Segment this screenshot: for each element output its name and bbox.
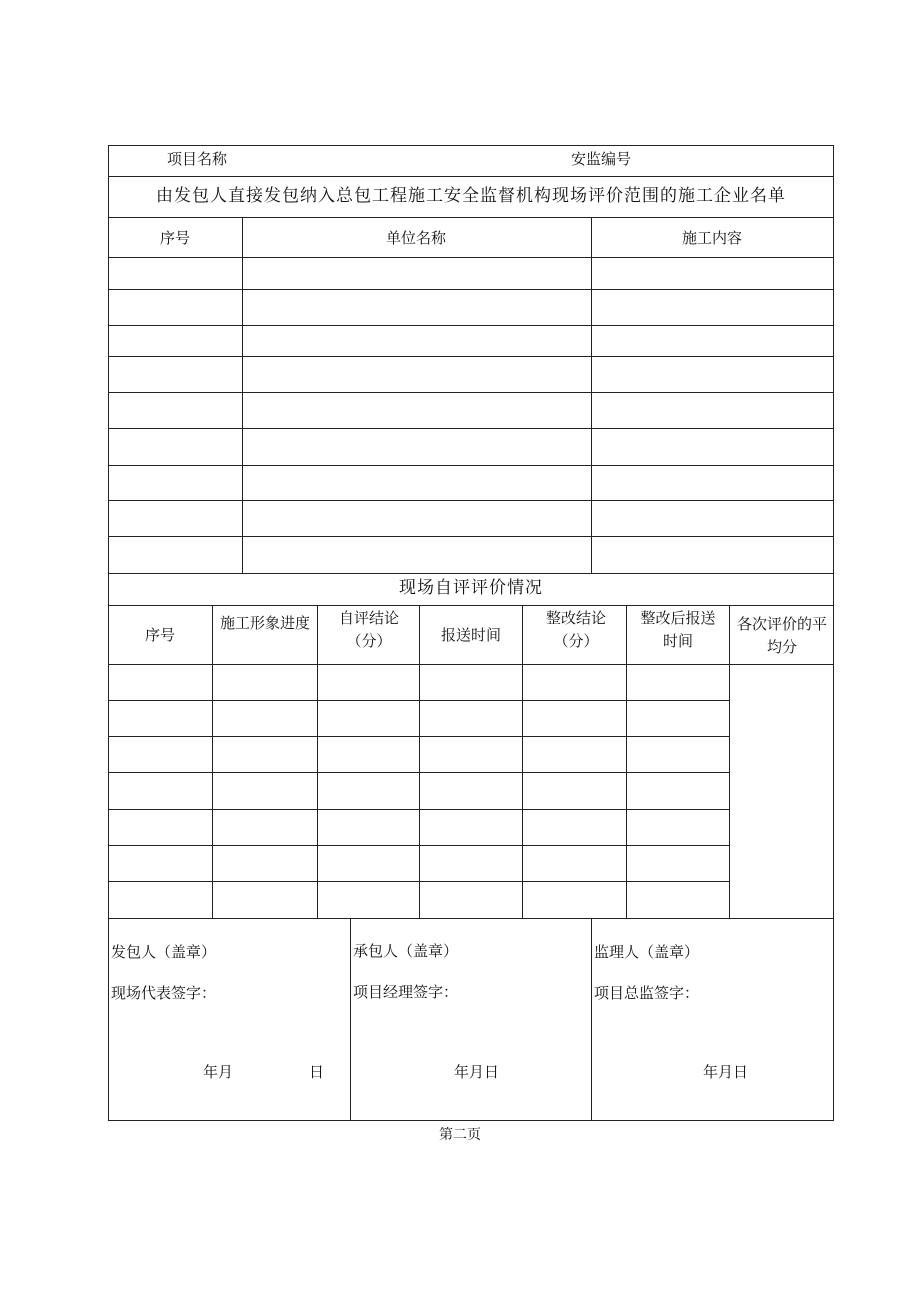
row-divider — [109, 392, 833, 393]
employer-date-day: 日 — [309, 1063, 325, 1081]
supervision-number-label: 安监编号 — [571, 150, 632, 168]
section2-title: 现场自评评价情况 — [399, 578, 543, 598]
col-divider — [419, 605, 420, 918]
employer-date-year-month: 年月 — [203, 1063, 234, 1081]
col-divider — [729, 605, 730, 918]
col-header-average-score: 各次评价的平均分 — [736, 615, 827, 656]
contractor-seal-label: 承包人（盖章） — [353, 942, 459, 960]
col-divider — [242, 217, 243, 573]
col-header-seq: 序号 — [159, 229, 191, 247]
col-divider — [350, 918, 351, 1120]
row-divider — [109, 605, 833, 606]
col-divider — [317, 605, 318, 918]
row-divider — [109, 217, 833, 218]
row-divider — [109, 918, 833, 919]
supervisor-date: 年月日 — [703, 1063, 749, 1081]
col-header-report-time: 报送时间 — [440, 626, 502, 644]
row-divider — [109, 536, 833, 537]
row-divider — [109, 176, 833, 177]
row-divider — [109, 465, 833, 466]
section1-title: 由发包人直接发包纳入总包工程施工安全监督机构现场评价范围的施工企业名单 — [156, 186, 786, 206]
row-divider — [109, 428, 833, 429]
col-header-progress: 施工形象进度 — [219, 614, 311, 632]
row-divider — [109, 573, 833, 574]
col-header-self-eval: 自评结论（分） — [338, 609, 399, 650]
col-header-rectify: 整改结论（分） — [545, 609, 606, 650]
contractor-date: 年月日 — [454, 1063, 500, 1081]
row-divider — [109, 257, 833, 258]
col-divider — [626, 605, 627, 918]
row-divider — [109, 289, 833, 290]
col-header-after-report-time: 整改后报送时间 — [640, 609, 716, 650]
employer-seal-label: 发包人（盖章） — [111, 943, 217, 961]
page-number: 第二页 — [439, 1127, 481, 1143]
contractor-signature-label: 项目经理签字： — [353, 983, 459, 1001]
employer-signature-label: 现场代表签字： — [111, 984, 217, 1002]
row-divider — [109, 664, 833, 665]
col-header-seq: 序号 — [144, 626, 176, 644]
col-divider — [591, 918, 592, 1120]
row-divider — [109, 500, 833, 501]
project-name-label: 项目名称 — [167, 150, 228, 168]
col-divider — [591, 217, 592, 573]
col-divider — [522, 605, 523, 918]
row-divider — [109, 325, 833, 326]
supervisor-seal-label: 监理人（盖章） — [594, 943, 700, 961]
supervisor-signature-label: 项目总监签字： — [594, 984, 700, 1002]
row-divider — [109, 356, 833, 357]
evaluation-form — [108, 145, 834, 1121]
col-divider — [212, 605, 213, 918]
col-header-work-content: 施工内容 — [681, 229, 743, 247]
col-header-unit-name: 单位名称 — [385, 229, 447, 247]
